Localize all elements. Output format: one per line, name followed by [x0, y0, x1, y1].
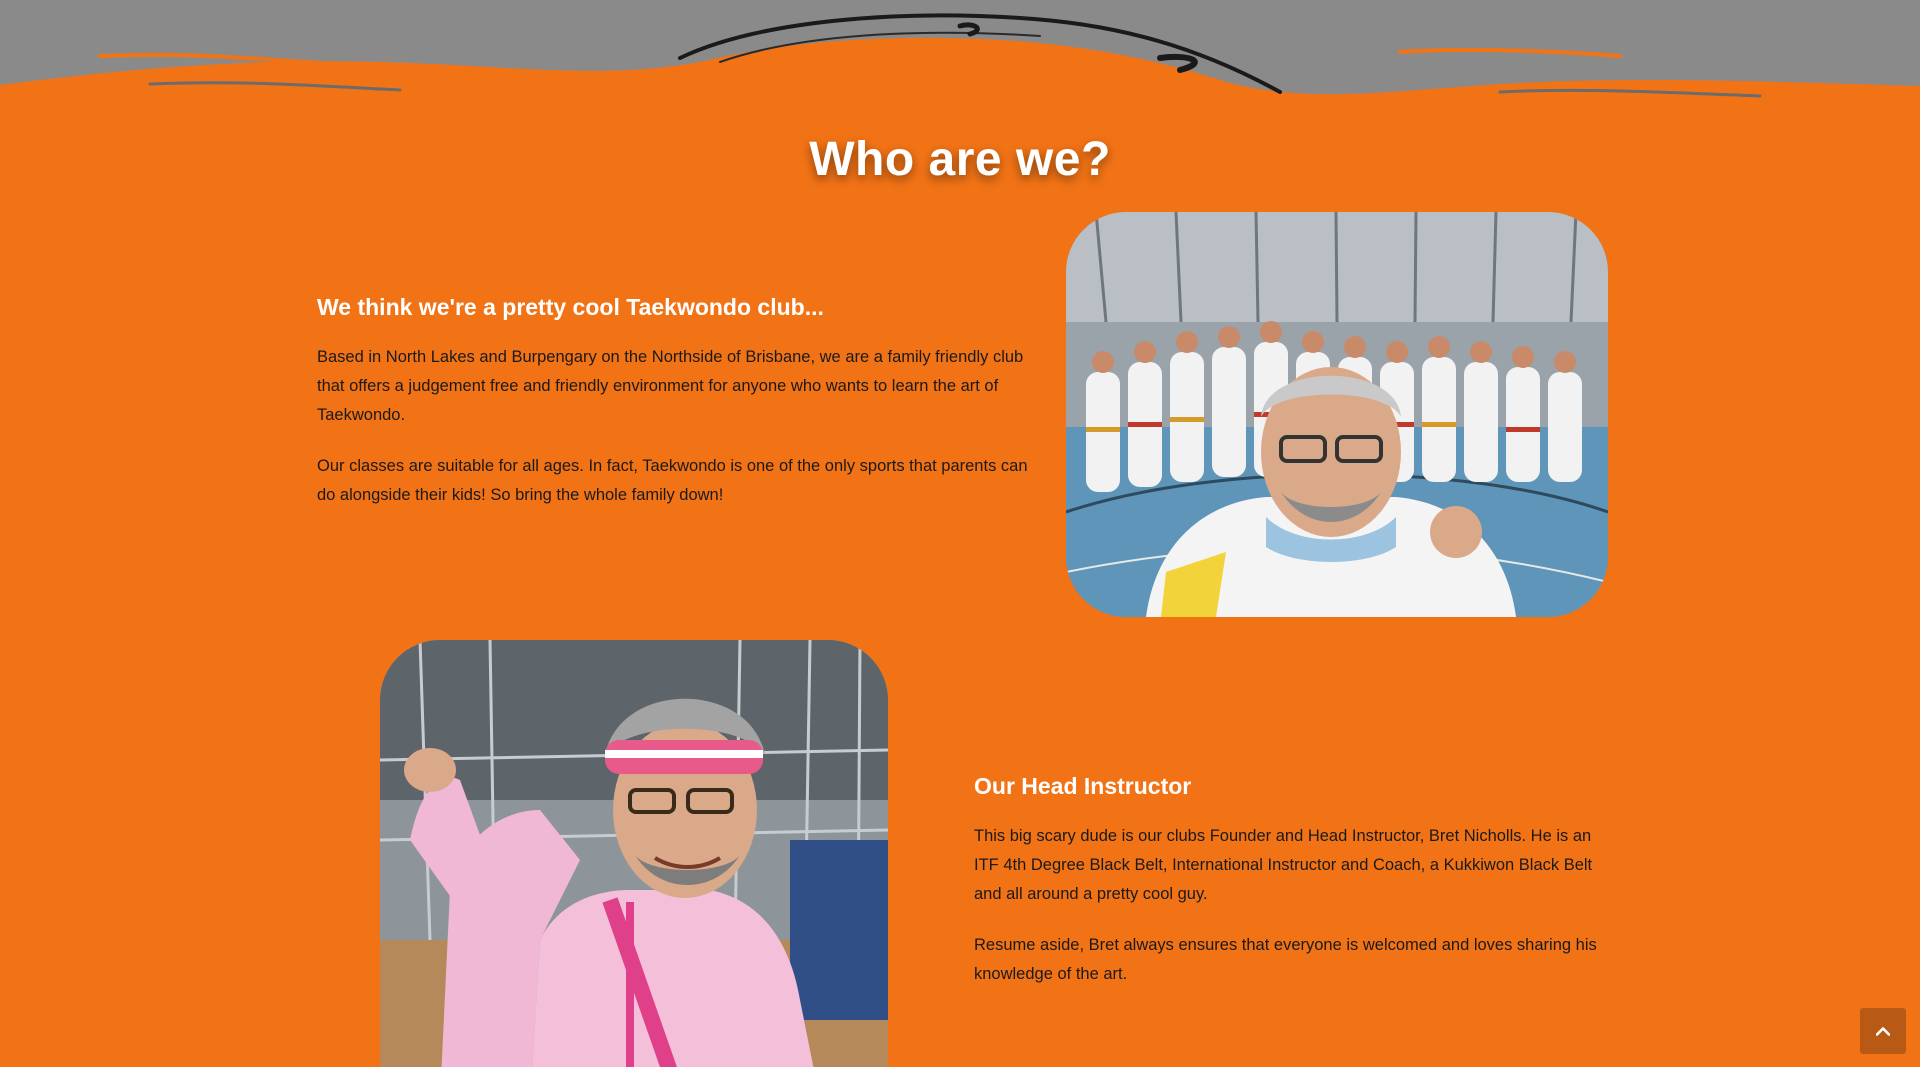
chevron-up-icon [1876, 1026, 1890, 1036]
club-group-photo [1066, 212, 1608, 617]
club-intro [317, 294, 1042, 532]
instructor-paragraph-1: This big scary dude is our clubs Founder and Head Instructor, Bret Nicholls. He is an ITF 4th Degree Black Belt, International Instructor and Coach, a Kukkiwon Black Belt and all around a pretty cool guy. [974, 827, 1593, 903]
instructor-intro [974, 773, 1614, 1011]
back-to-top-button[interactable] [1860, 1008, 1906, 1054]
club-heading: We think we're a pretty cool Taekwondo club... [317, 294, 824, 320]
section-title: Who are we? [809, 133, 1111, 186]
instructor-paragraph-2: Resume aside, Bret always ensures that everyone is welcomed and loves sharing his knowledge of the art. [974, 936, 1597, 983]
club-paragraph-2: Our classes are suitable for all ages. In fact, Taekwondo is one of the only sports that parents can do alongside their kids! So bring the whole family down! [317, 457, 1028, 504]
head-instructor-photo [380, 640, 888, 1067]
instructor-heading: Our Head Instructor [974, 773, 1192, 799]
club-paragraph-1: Based in North Lakes and Burpengary on the Northside of Brisbane, we are a family friendly club that offers a judgement free and friendly environment for anyone who wants to learn the art of Taekwondo. [317, 348, 1024, 424]
top-brush-wave-decoration [0, 0, 1920, 140]
